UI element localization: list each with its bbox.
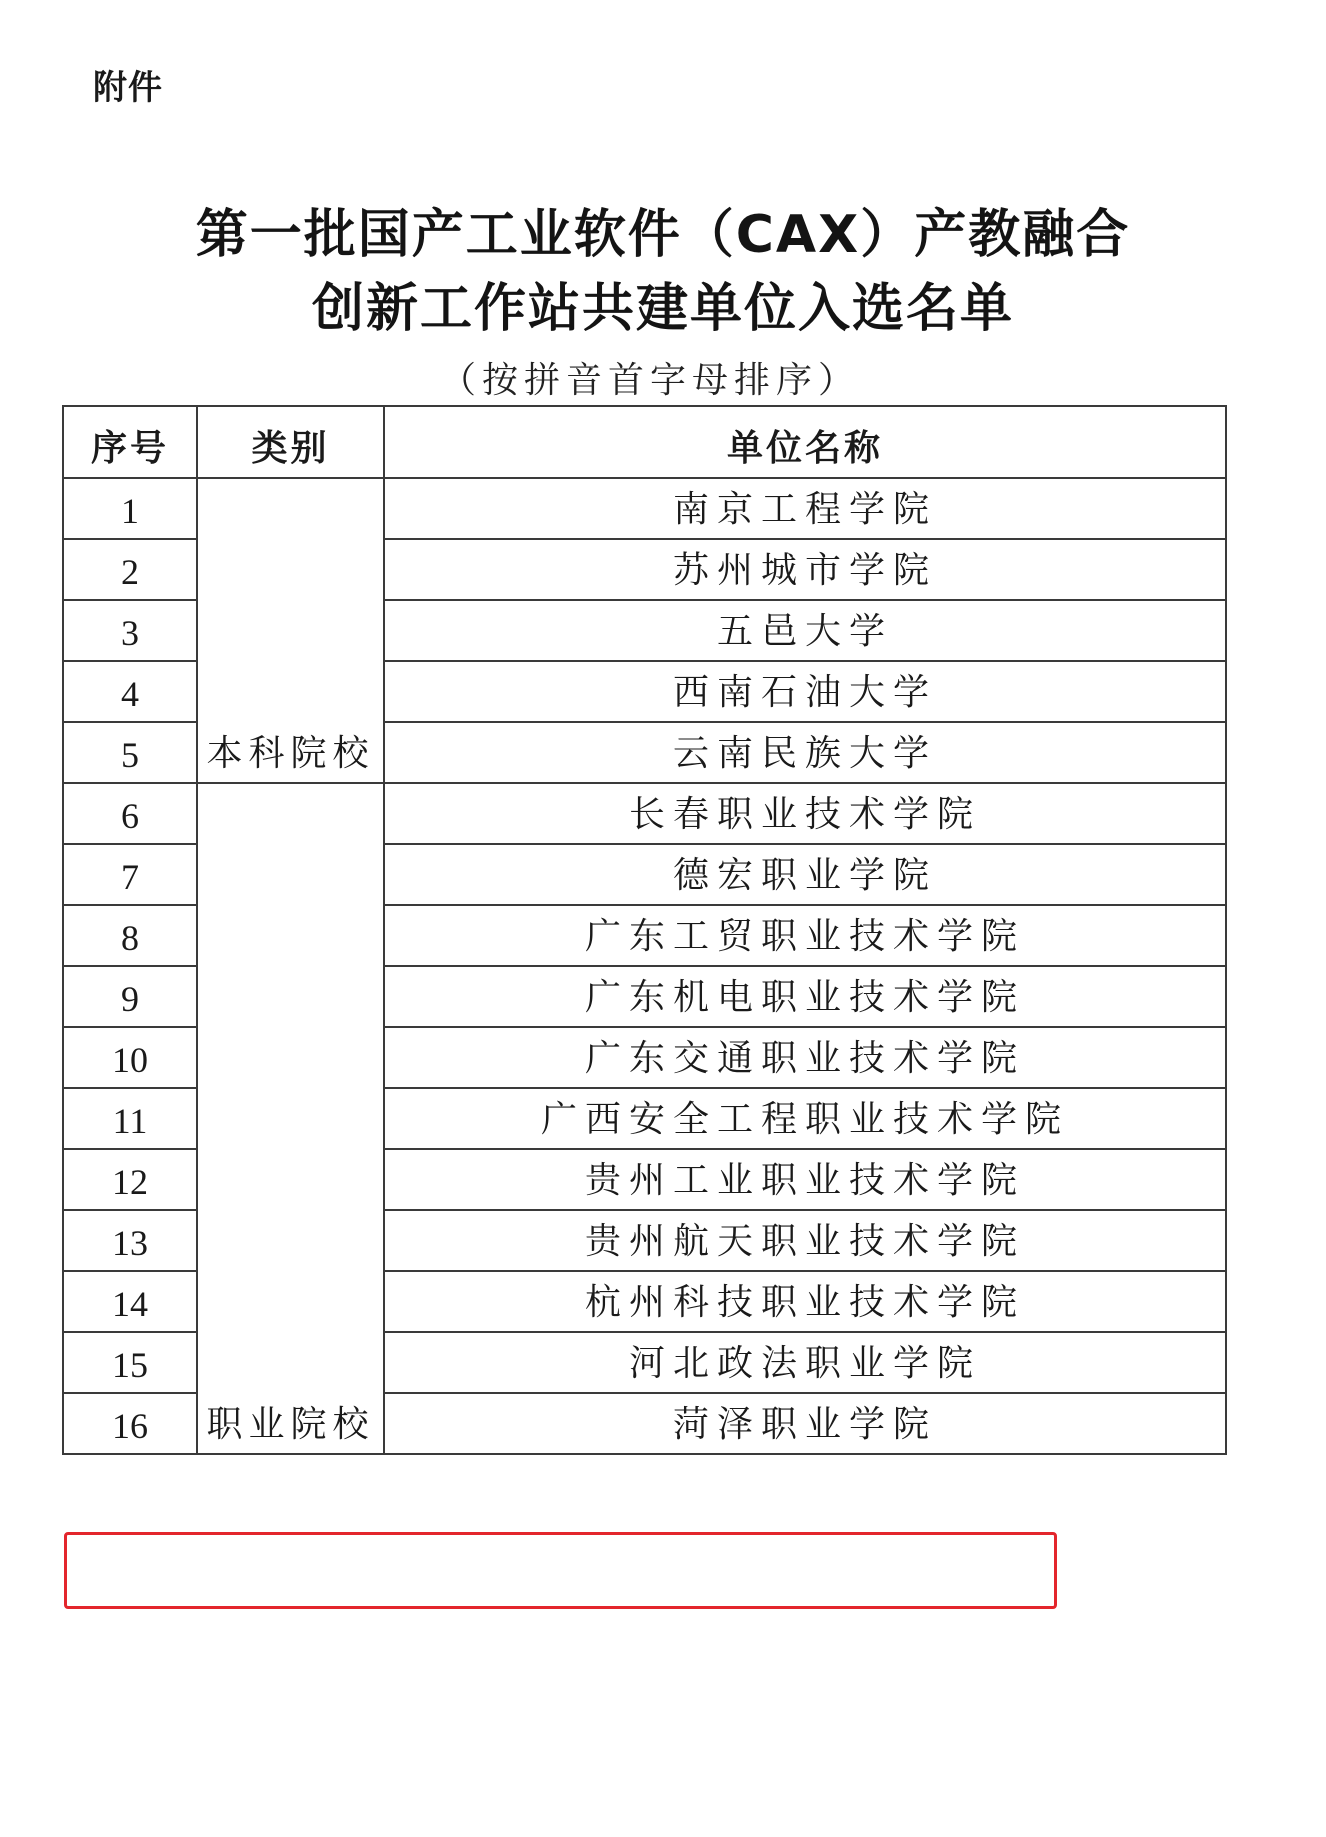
row-name: 德宏职业学院: [384, 844, 1226, 905]
row-name: 云南民族大学: [384, 722, 1226, 783]
selection-table: [62, 405, 1227, 1455]
row-seq: 14: [63, 1271, 197, 1332]
row-seq: 2: [63, 539, 197, 600]
row-name: 西南石油大学: [384, 661, 1226, 722]
row-name: 长春职业技术学院: [384, 783, 1226, 844]
row-name: 菏泽职业学院: [384, 1393, 1226, 1454]
category-vocational: 职业院校: [197, 783, 384, 1454]
header-seq: 序号: [63, 406, 197, 478]
attachment-label: 附件: [93, 68, 163, 108]
row-seq: 1: [63, 478, 197, 539]
document-subtitle: （按拼音首字母排序）: [440, 360, 861, 401]
header-category: 类别: [197, 406, 384, 478]
row-seq: 4: [63, 661, 197, 722]
document-title-line1: 第一批国产工业软件（CAX）产教融合: [195, 205, 1131, 265]
row-seq: 8: [63, 905, 197, 966]
highlight-box: [64, 1532, 1057, 1609]
row-name: 广东交通职业技术学院: [384, 1027, 1226, 1088]
row-seq: 10: [63, 1027, 197, 1088]
row-seq: 16: [63, 1393, 197, 1454]
row-seq: 13: [63, 1210, 197, 1271]
row-seq: 5: [63, 722, 197, 783]
row-name: 广西安全工程职业技术学院: [384, 1088, 1226, 1149]
table-row: [63, 478, 1226, 539]
row-name: 贵州航天职业技术学院: [384, 1210, 1226, 1271]
row-name: 广东工贸职业技术学院: [384, 905, 1226, 966]
row-name: 广东机电职业技术学院: [384, 966, 1226, 1027]
row-seq: 12: [63, 1149, 197, 1210]
row-seq: 15: [63, 1332, 197, 1393]
row-seq: 3: [63, 600, 197, 661]
row-name: 南京工程学院: [384, 478, 1226, 539]
row-name: 五邑大学: [384, 600, 1226, 661]
table-row: [63, 783, 1226, 844]
row-name: 苏州城市学院: [384, 539, 1226, 600]
row-seq: 7: [63, 844, 197, 905]
row-name: 杭州科技职业技术学院: [384, 1271, 1226, 1332]
row-name: 贵州工业职业技术学院: [384, 1149, 1226, 1210]
row-seq: 11: [63, 1088, 197, 1149]
category-undergrad: 本科院校: [197, 478, 384, 783]
row-seq: 6: [63, 783, 197, 844]
table-header-row: [63, 406, 1226, 478]
document-title-line2: 创新工作站共建单位入选名单: [311, 279, 1014, 339]
row-name: 河北政法职业学院: [384, 1332, 1226, 1393]
row-seq: 9: [63, 966, 197, 1027]
header-name: 单位名称: [384, 406, 1226, 478]
